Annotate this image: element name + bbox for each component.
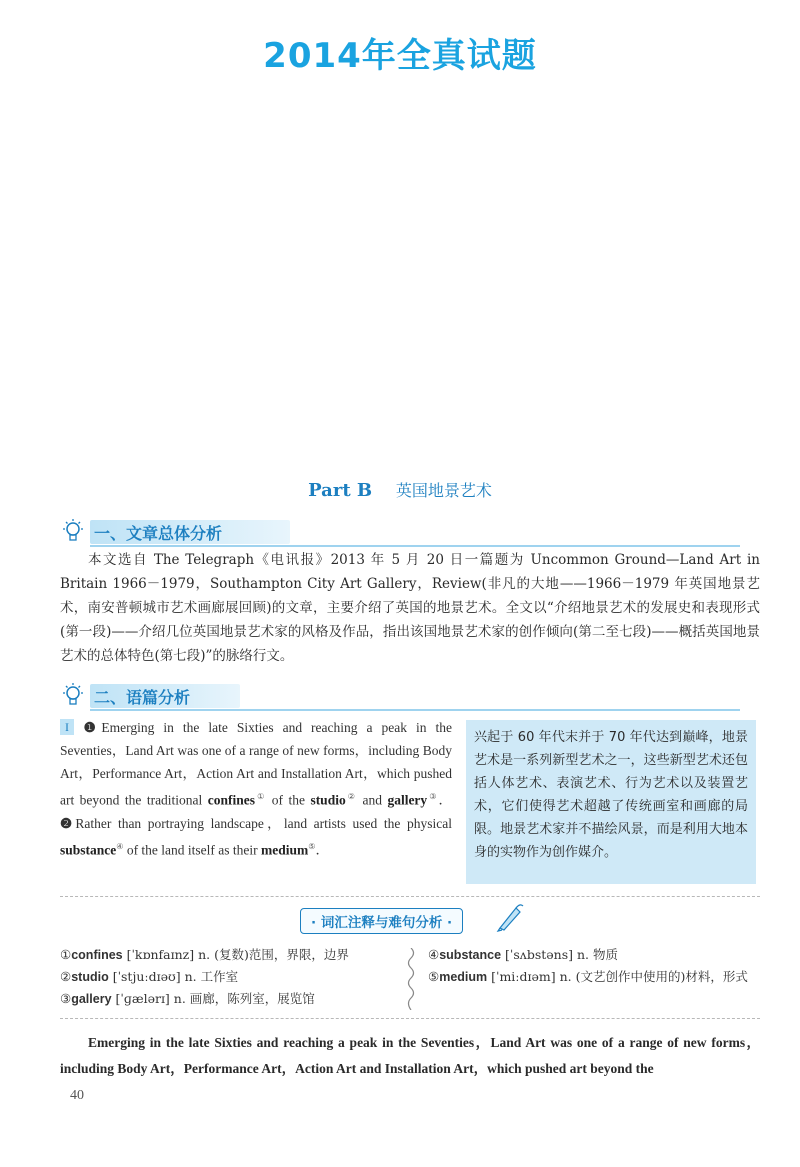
vocab-entry: ①confines [ˈkɒnfaɪnz] n. (复数)范围，界限，边界	[60, 947, 349, 962]
dotted-divider	[60, 1018, 760, 1019]
note-marker: ④	[116, 841, 124, 851]
passage-text: ．	[315, 842, 329, 857]
passage-text: Rather than portraying landscape，land artists used the physical	[75, 815, 452, 831]
vocab-entry: ③gallery [ˈɡælərɪ] n. 画廊，陈列室，展览馆	[60, 991, 315, 1006]
section2-heading: 二、语篇分析	[94, 688, 191, 707]
passage-text: and	[357, 792, 388, 808]
overview-paragraph: 本文选自 The Telegraph《电讯报》2013 年 5 月 20 日一篇题为 Uncommon Ground—Land Art in Britain 1966－1979，Southampton City Art Gallery，Review(非凡的大地——1966－1979 年英国地景艺术，南安普顿城市艺术画廊展回顾)的文章，主要介绍了英国的地景艺术。全文以“介绍地景艺术的发展史和表现形式(第一段)——介绍几位英国地景艺术家的风格及作品，指出该国地景艺术家的创作倾向(第二至七段)——概括英国地景艺术的总体特色(第七段)”的脉络行文。	[60, 552, 760, 664]
passage-text: of the land itself as their	[123, 842, 262, 857]
page-number: 40	[70, 1088, 84, 1103]
note-marker: ②	[345, 792, 358, 801]
wave-divider	[404, 948, 418, 1010]
vocab-word: studio	[310, 792, 346, 808]
page-title: 2014年全真试题	[263, 36, 537, 76]
sentence-number: ❷	[60, 815, 76, 831]
lightbulb-icon	[60, 682, 86, 708]
part-heading	[0, 478, 800, 501]
section-rule	[90, 709, 740, 711]
vocab-entry: ②studio [ˈstjuːdɪəʊ] n. 工作室	[60, 969, 239, 984]
vocab-header	[300, 908, 463, 934]
section-rule	[90, 545, 740, 547]
vocab-entry: ⑤medium [ˈmiːdɪəm] n. (文艺创作中使用的)材料，形式	[428, 969, 748, 984]
vocab-list-left	[60, 944, 400, 1010]
lightbulb-icon	[60, 518, 86, 544]
paragraph-roman-numeral: I	[60, 719, 74, 735]
note-marker: ①	[255, 792, 267, 801]
section1-heading: 一、文章总体分析	[94, 524, 223, 543]
vocab-word: medium	[261, 842, 309, 857]
english-passage	[60, 716, 452, 861]
passage-text: ．	[438, 792, 453, 808]
section1-header	[60, 516, 740, 546]
note-marker: ⑤	[308, 841, 316, 851]
vocab-heading: · 词汇注释与难句分析 ·	[300, 908, 463, 934]
part-subtitle: 英国地景艺术	[395, 481, 492, 500]
note-marker: ③	[427, 792, 439, 801]
vocab-word: substance	[60, 842, 117, 857]
section2-header	[60, 680, 740, 710]
vocab-entry: ④substance [ˈsʌbstəns] n. 物质	[428, 947, 618, 962]
passage-text: of the	[266, 792, 311, 808]
part-label: Part B	[308, 480, 373, 501]
translation-box: 兴起于 60 年代末并于 70 年代达到巅峰，地景艺术是一系列新型艺术之一，这些新型艺术还包括人体艺术、表演艺术、行为艺术以及装置艺术，它们使得艺术超越了传统画室和画廊的局限。地景艺术家并不描绘风景，而是利用大地本身的实物作为创作媒介。	[466, 720, 756, 884]
pen-icon	[496, 902, 524, 932]
vocab-list-right	[428, 944, 760, 988]
vocab-word: confines	[207, 792, 256, 808]
dotted-divider	[60, 896, 760, 897]
sentence-number: ❶	[78, 720, 102, 735]
sentence-analysis: Emerging in the late Sixties and reaching a peak in the Seventies，Land Art was one of a range of new forms，including Body Art，Performance Art，Action Art and Installation Art，which pushed art beyond the	[60, 1035, 760, 1076]
passage-text: Emerging in the late Sixties and reaching a peak in the Seventies，Land Art was one of a range of new forms，including Body Art，Performance Art，Action Art and Installation Art，which pushed art beyond the traditional	[60, 720, 452, 808]
vocab-word: gallery	[387, 792, 428, 808]
